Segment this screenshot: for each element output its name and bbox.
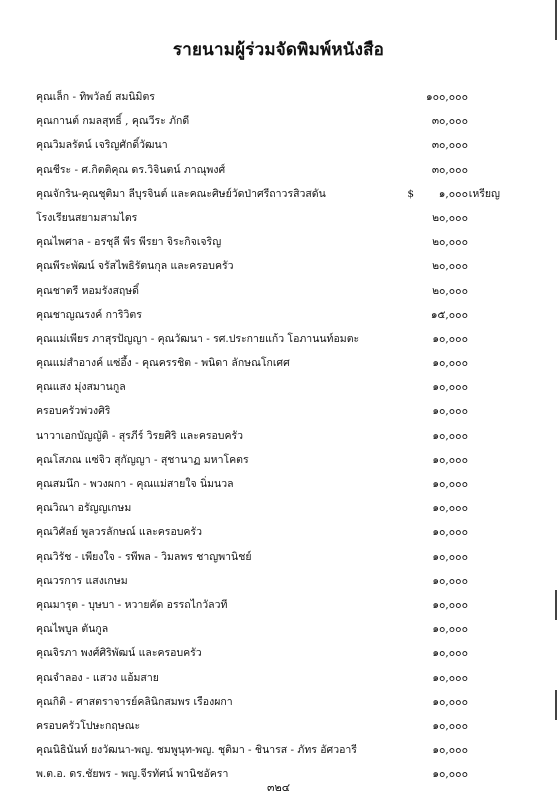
donor-row — [36, 112, 536, 136]
page-title: รายนามผู้ร่วมจัดพิมพ์หนังสือ — [172, 40, 385, 60]
donation-amount: ๑๐,๐๐๐ — [432, 719, 468, 732]
donation-amount: ๑๐,๐๐๐ — [432, 671, 468, 684]
donor-name: คุณวิศัลย์ พูลวรลักษณ์ และครอบครัว — [36, 526, 202, 539]
donor-row — [36, 548, 536, 572]
donation-amount: ๒๐,๐๐๐ — [432, 211, 468, 224]
donor-name: คุณวรการ แสงเกษม — [36, 574, 128, 587]
page-number: ๓๒๔ — [266, 781, 291, 794]
donor-row — [36, 475, 536, 499]
donation-amount: ๑๐,๐๐๐ — [432, 550, 468, 563]
donor-name: คุณจำลอง - แสวง แอ้มสาย — [36, 671, 159, 684]
donation-amount: ๑๐,๐๐๐ — [432, 405, 468, 418]
donor-name: ครอบครัวโปษะกฤษณะ — [36, 719, 141, 732]
donor-row — [36, 233, 536, 257]
donation-amount: ๑๐๐,๐๐๐ — [425, 91, 468, 103]
donor-row — [36, 185, 536, 209]
donor-list — [36, 88, 536, 789]
donation-amount: ๑๐,๐๐๐ — [432, 453, 468, 466]
donor-name: โรงเรียนสยามสามไตร — [36, 211, 138, 224]
donor-row — [36, 378, 536, 402]
donor-row — [36, 306, 536, 330]
donation-amount: ๒๐,๐๐๐ — [432, 260, 468, 273]
donor-name: คุณจักริน-คุณชุติมา ลีบุรจินต์ และคณะศิษย์วัดป่าศรีถาวรสิวสดัน — [36, 187, 326, 200]
currency-symbol: $ — [407, 187, 414, 200]
donation-amount: ๑๕,๐๐๐ — [430, 308, 468, 321]
donation-amount: ๑๐,๐๐๐ — [432, 429, 468, 442]
donation-amount: ๓๐,๐๐๐ — [431, 163, 468, 176]
donor-name: คุณวิณา อรัญญเกษม — [36, 502, 132, 515]
donation-amount: ๑๐,๐๐๐ — [432, 598, 468, 611]
donation-amount: ๑,๐๐๐ — [438, 187, 468, 200]
donation-amount: ๒๐,๐๐๐ — [432, 284, 468, 297]
donor-name: คุณจิรภา พงศ์ศิริพัฒน์ และครอบครัว — [36, 647, 202, 660]
donation-amount: ๑๐,๐๐๐ — [432, 357, 468, 370]
donation-amount: ๑๐,๐๐๐ — [432, 332, 468, 345]
donor-row — [36, 427, 536, 451]
donation-amount: ๑๐,๐๐๐ — [432, 574, 468, 587]
donor-name: คุณวิมลรัตน์ เจริญศักดิ์วัฒนา — [36, 139, 168, 152]
donor-row — [36, 282, 536, 306]
donor-name: ครอบครัวพ่วงศิริ — [36, 405, 111, 418]
donor-row — [36, 620, 536, 644]
donor-row — [36, 669, 536, 693]
donor-row — [36, 209, 536, 233]
donor-name: คุณนิธินันท์ ยงวัฒนา-พญ. ชมพูนุท-พญ. ชุติมา - ชินารส - ภัทร อัศวอารี — [36, 744, 357, 757]
donation-amount: ๓๐,๐๐๐ — [431, 115, 468, 128]
donor-name: คุณชาญณรงค์ การิวิตร — [36, 308, 142, 321]
donation-amount: ๑๐,๐๐๐ — [432, 695, 468, 708]
donation-amount: ๓๐,๐๐๐ — [431, 139, 468, 152]
donor-row — [36, 257, 536, 281]
donor-row — [36, 354, 536, 378]
donor-row — [36, 644, 536, 668]
donation-amount: ๑๐,๐๐๐ — [432, 478, 468, 490]
donor-name: คุณไพศาล - อรชุลี พีร พีรยา จิระกิจเจริญ — [36, 236, 222, 249]
donor-name: คุณชีระ - ศ.กิตติคุณ ดร.วิจินตน์ ภาณุพงศ์ — [36, 163, 226, 176]
donor-row — [36, 88, 536, 112]
donor-row — [36, 330, 536, 354]
donor-row — [36, 693, 536, 717]
donation-amount: ๑๐,๐๐๐ — [432, 647, 468, 660]
donation-amount: ๑๐,๐๐๐ — [432, 526, 468, 539]
donor-row — [36, 572, 536, 596]
donor-name: คุณสมนึก - พวงผกา - คุณแม่สายใจ นิ่มนวล — [36, 478, 234, 490]
donor-name: นาวาเอกบัญญัติ - สุรภีร์ วิรยศิริ และครอบครัว — [36, 429, 244, 442]
donor-row — [36, 402, 536, 426]
donor-name: คุณเล็ก - ทิพวัลย์ สมนิมิตร — [36, 91, 155, 103]
donor-name: คุณแสง มุ่งสมานกูล — [36, 381, 126, 394]
donor-row — [36, 717, 536, 741]
donation-amount: ๑๐,๐๐๐ — [432, 502, 468, 515]
donation-amount: ๑๐,๐๐๐ — [432, 381, 468, 394]
donor-row — [36, 136, 536, 160]
donor-name: คุณแม่สำอางค์ แซ่อึ้ง - คุณครรชิต - พนิดา ลักษณโกเศศ — [36, 357, 290, 370]
donation-amount: ๑๐,๐๐๐ — [432, 623, 468, 636]
donation-amount: ๒๐,๐๐๐ — [432, 236, 468, 249]
donor-name: คุณไพบูล ตันกูล — [36, 623, 109, 636]
donor-name: พ.ต.อ. ดร.ชัยพร - พญ.จีรทัศน์ พานิชอัครา — [36, 768, 229, 781]
donor-row — [36, 451, 536, 475]
donor-row — [36, 161, 536, 185]
donor-name: คุณพีระพัฒน์ จรัสไพธิรัตนกุล และครอบครัว — [36, 260, 234, 273]
donor-row — [36, 499, 536, 523]
donor-row — [36, 741, 536, 765]
donor-name: คุณโสภณ แซ่จิว สุกัญญา - สุชานาฏ มหาโคตร — [36, 453, 249, 466]
donor-row — [36, 523, 536, 547]
donation-amount: ๑๐,๐๐๐ — [432, 768, 468, 781]
donor-name: คุณชาตรี หอมรังสฤษดิ์ — [36, 284, 140, 297]
donor-name: คุณกิติ - ศาสตราจารย์คลินิกสมพร เรืองผกา — [36, 695, 233, 708]
donor-name: คุณมารุต - บุษบา - หวายคัด อรรถไกวัลวที — [36, 598, 228, 611]
donor-name: คุณแม่เพียร ภาสุรปัญญา - คุณวัฒนา - รศ.ประกายแก้ว โอภานนท์อมตะ — [36, 332, 360, 345]
donor-name: คุณกานต์ กมลสุทธิ์ , คุณวีระ ภักดี — [36, 115, 190, 128]
amount-unit: เหรียญ — [468, 187, 500, 200]
donation-amount: ๑๐,๐๐๐ — [432, 744, 468, 757]
donor-name: คุณวิรัช - เพียงใจ - รพีพล - วิมลพร ชาญพานิชย์ — [36, 550, 252, 563]
donor-row — [36, 596, 536, 620]
